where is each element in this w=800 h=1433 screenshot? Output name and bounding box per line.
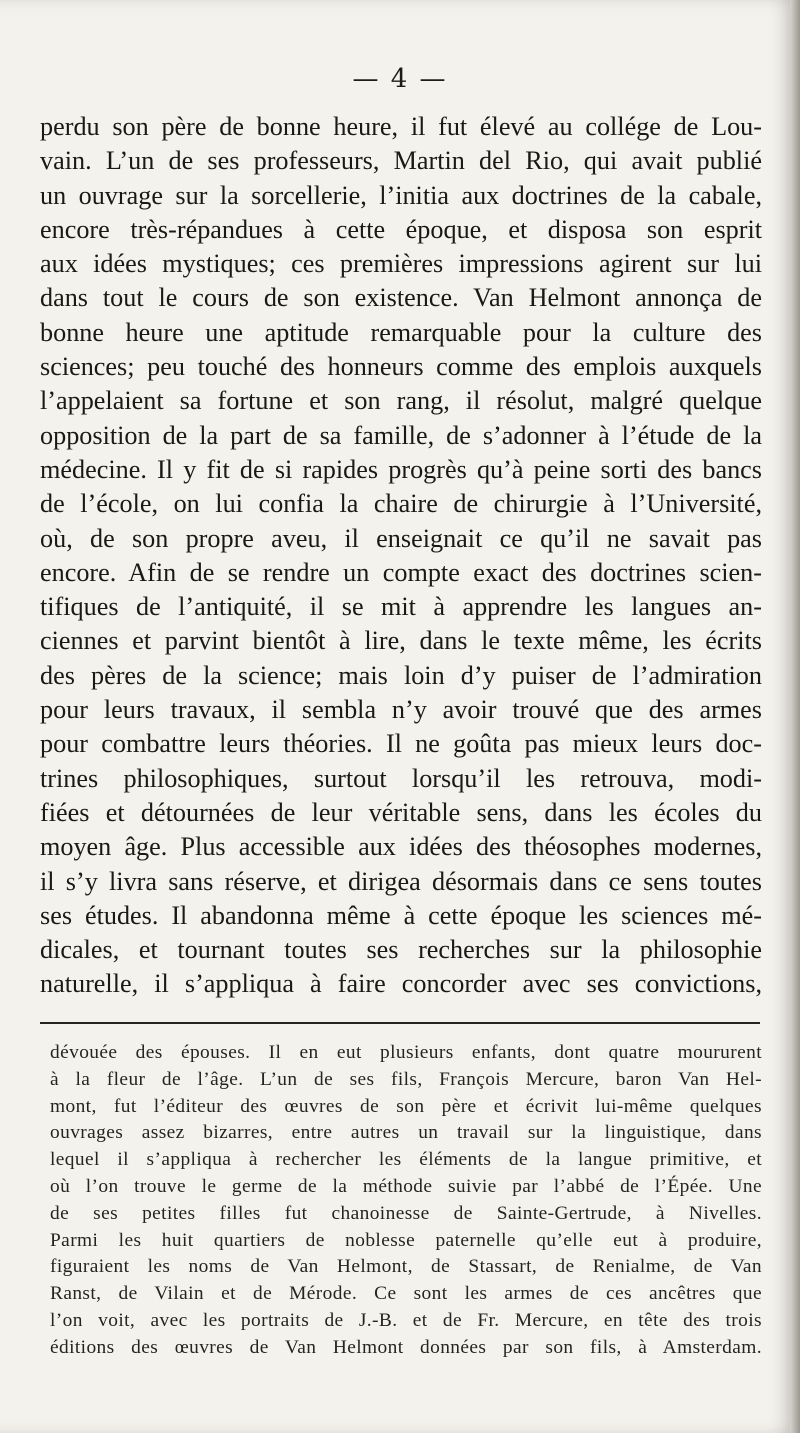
body-line: dans tout le cours de son existence. Van Helmont annonça de bbox=[40, 283, 762, 313]
footnote-line: l’on voit, avec les portraits de J.-B. et de Fr. Mercure, en tête des trois bbox=[50, 1309, 762, 1331]
footnote-line: Parmi les huit quartiers de noblesse paternelle qu’elle eut à produire, bbox=[50, 1229, 762, 1251]
body-line: ciennes et parvint bientôt à lire, dans le texte même, les écrits bbox=[40, 626, 762, 656]
body-line: des pères de la science; mais loin d’y puiser de l’admiration bbox=[40, 660, 762, 690]
scan-shadow-edge bbox=[790, 0, 800, 1433]
footnote-line: dévouée des épouses. Il en eut plusieurs enfants, dont quatre moururent bbox=[50, 1042, 762, 1063]
body-line: opposition de la part de sa famille, de s’adonner à l’étude de la bbox=[40, 420, 762, 450]
body-line: encore. Afin de se rendre un compte exact des doctrines scien- bbox=[40, 557, 762, 587]
body-line: naturelle, il s’appliqua à faire concorder avec ses convictions, bbox=[40, 969, 762, 999]
body-line: moyen âge. Plus accessible aux idées des théosophes modernes, bbox=[40, 832, 762, 862]
footnote-line: éditions des œuvres de Van Helmont données par son fils, à Amsterdam. bbox=[50, 1336, 762, 1358]
body-line: aux idées mystiques; ces premières impressions agirent sur lui bbox=[40, 249, 762, 279]
footnote-line: à la fleur de l’âge. L’un de ses fils, François Mercure, baron Van Hel- bbox=[50, 1068, 762, 1090]
main-text-block bbox=[40, 110, 762, 1002]
footnote-line: ouvrages assez bizarres, entre autres un travail sur la linguistique, dans bbox=[50, 1122, 762, 1144]
body-line: perdu son père de bonne heure, il fut élevé au collége de Lou- bbox=[40, 112, 762, 141]
body-line: de l’école, on lui confia la chaire de chirurgie à l’Université, bbox=[40, 489, 762, 519]
body-line: vain. L’un de ses professeurs, Martin del Rio, qui avait publié bbox=[40, 146, 762, 176]
body-line: dicales, et tournant toutes ses recherches sur la philosophie bbox=[40, 935, 762, 965]
body-line: pour leurs travaux, il sembla n’y avoir trouvé que des armes bbox=[40, 695, 762, 725]
body-line: bonne heure une aptitude remarquable pour la culture des bbox=[40, 317, 762, 347]
body-line: il s’y livra sans réserve, et dirigea désormais dans ce sens toutes bbox=[40, 866, 762, 896]
body-line: un ouvrage sur la sorcellerie, l’initia aux doctrines de la cabale, bbox=[40, 180, 762, 210]
body-line: encore très-répandues à cette époque, et disposa son esprit bbox=[40, 214, 762, 244]
body-line: tifiques de l’antiquité, il se mit à apprendre les langues an- bbox=[40, 592, 762, 622]
footnote-divider bbox=[40, 1022, 760, 1024]
body-line: l’appelaient sa fortune et son rang, il résolut, malgré quelque bbox=[40, 386, 762, 416]
body-line: pour combattre leurs théories. Il ne goûta pas mieux leurs doc- bbox=[40, 729, 762, 759]
body-line: trines philosophiques, surtout lorsqu’il les retrouva, modi- bbox=[40, 763, 762, 793]
body-line: médecine. Il y fit de si rapides progrès qu’à peine sorti des bancs bbox=[40, 454, 762, 484]
footnote-line: Ranst, de Vilain et de Mérode. Ce sont les armes de ces ancêtres que bbox=[50, 1283, 762, 1305]
page-number: — 4 — bbox=[352, 64, 448, 94]
body-line: ses études. Il abandonna même à cette époque les sciences mé- bbox=[40, 900, 762, 930]
footnote-line: où l’on trouve le germe de la méthode suivie par l’abbé de l’Épée. Une bbox=[50, 1175, 762, 1197]
footnote-line: figuraient les noms de Van Helmont, de Stassart, de Renialme, de Van bbox=[50, 1256, 762, 1278]
footnote-line: lequel il s’appliqua à rechercher les éléments de la langue primitive, et bbox=[50, 1149, 762, 1171]
footnote-line: mont, fut l’éditeur des œuvres de son père et écrivit lui-même quelques bbox=[50, 1095, 762, 1117]
body-line: fiées et détournées de leur véritable sens, dans les écoles du bbox=[40, 797, 762, 827]
body-line: sciences; peu touché des honneurs comme des emplois auxquels bbox=[40, 352, 762, 382]
body-line: où, de son propre aveu, il enseignait ce qu’il ne savait pas bbox=[40, 523, 762, 553]
footnote-line: de ses petites filles fut chanoinesse de Sainte-Gertrude, à Nivelles. bbox=[50, 1202, 762, 1224]
footnote-block bbox=[50, 1040, 762, 1362]
